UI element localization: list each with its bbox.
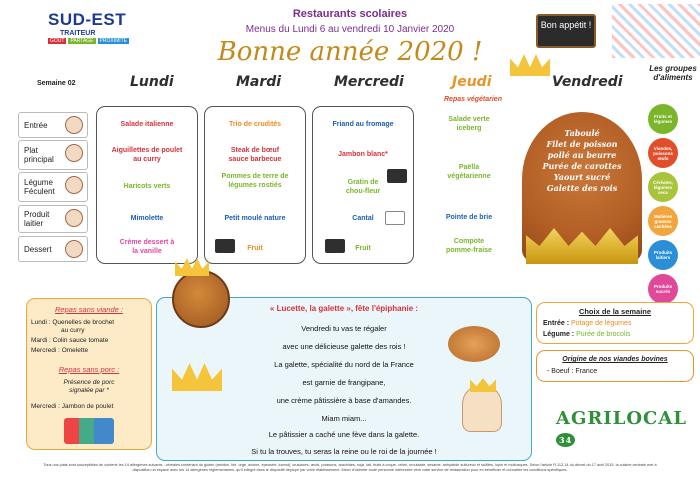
day-box-lundi (96, 106, 198, 264)
sans-porc-line: Mercredi : Jambon de poulet (31, 403, 114, 410)
sans-viande-line: au curry (61, 327, 85, 334)
chef-icon (65, 209, 83, 227)
logo-tag: PROXIMITE (99, 38, 128, 44)
category-label: Plat principal (24, 146, 54, 164)
dish-dessert: Compote pomme-fraise (446, 238, 492, 254)
group-matieres-grasses (648, 206, 678, 236)
week-label: Semaine 02 (37, 80, 76, 87)
chef-icon (65, 176, 83, 194)
group-fruits-legumes (648, 104, 678, 134)
category-legume (18, 172, 88, 202)
dish-plat: Aiguillettes de poulet au curry (111, 147, 183, 163)
aoc-badge (385, 211, 405, 225)
sans-porc-line: signalée par * (69, 387, 109, 394)
category-dessert (18, 236, 88, 262)
local-product-badge (215, 239, 235, 253)
agrilocal-text: AGRILOCAL (556, 408, 688, 429)
dish-entree: Trio de crudités (228, 121, 282, 128)
group-label: Viandes, poissons œufs (653, 145, 673, 161)
lucette-line: avec une délicieuse galette des rois ! (282, 342, 406, 351)
lucette-mascot (172, 270, 230, 328)
group-laitiers (648, 240, 678, 270)
dish-plat: Steak de bœuf sauce barbecue (228, 147, 282, 163)
lucette-line: est garnie de frangipane, (302, 378, 386, 387)
dish-entree: Salade italienne (120, 121, 174, 128)
dish-entree: Friand au fromage (332, 121, 394, 128)
lucette-title: « Lucette, la galette », fête l'épiphanie : (269, 304, 419, 313)
sans-viande-line: Mercredi : Omelette (31, 347, 89, 354)
choix-legume: Purée de brocolis (576, 331, 631, 338)
dish-dessert: Galette des rois (546, 183, 618, 193)
choix-legume-label: Légume : (543, 331, 575, 338)
gifts-image (64, 418, 114, 444)
sans-porc-title: Repas sans porc : (58, 365, 120, 374)
groups-title: Les groupes d'aliments (649, 64, 697, 82)
vegetarian-note: Repas végétarien (444, 96, 502, 103)
dish-plat: Paëlla végétarienne (447, 164, 491, 180)
local-product-badge (387, 169, 407, 183)
sans-viande-line: Mardi : Colin sauce tomate (31, 337, 109, 344)
day-box-jeudi (418, 106, 520, 264)
dish-legume: Pommes de terre de légumes rostiés (221, 173, 289, 189)
dish-legume: Haricots verts (123, 183, 171, 190)
category-label: Légume Féculent (24, 178, 55, 196)
local-product-badge (325, 239, 345, 253)
logo-tag: GOUT (50, 38, 65, 44)
dish-entree: Taboulé (564, 128, 600, 138)
dish-laitier: Mimolette (130, 215, 164, 222)
lucette-line: La galette, spécialité du nord de la France (274, 360, 414, 369)
dish-legume: Purée de carottes (542, 161, 622, 171)
chef-icon (65, 116, 83, 134)
day-mercredi: Mercredi (334, 74, 404, 90)
galette-plate-image (448, 326, 500, 362)
lucette-line: une crème pâtissière à base d'amandes. (276, 396, 412, 405)
greeting-title: Bonne année 2020 ! (217, 37, 483, 67)
day-mardi: Mardi (236, 74, 282, 90)
day-box-mardi (204, 106, 306, 264)
dish-legume: Gratin de chou-fleur (345, 179, 381, 195)
day-jeudi: Jeudi (452, 74, 492, 90)
king-child-image (462, 386, 502, 432)
page-title: Restaurants scolaires (292, 8, 408, 20)
dish-dessert: Fruit (355, 245, 371, 252)
day-lundi: Lundi (130, 74, 174, 90)
origine-line: - Boeuf : France (547, 368, 598, 375)
category-plat (18, 140, 88, 170)
group-label: Matières grasses cachées (653, 213, 673, 229)
logo-name: SUD-EST (48, 10, 127, 29)
dish-dessert: Fruit (247, 245, 263, 252)
chalkboard-sign (536, 14, 596, 48)
chef-icon (65, 144, 83, 162)
category-label: Entrée (24, 120, 48, 130)
dish-laitier: Cantal (352, 215, 374, 222)
choix-entree: Potage de légumes (571, 320, 632, 327)
group-label: Céréales, légumes secs (652, 179, 673, 195)
menu-dates: Menus du Lundi 6 au vendredi 10 Janvier 2020 (245, 24, 455, 35)
sans-porc-line: Présence de porc (63, 379, 115, 386)
dish-laitier: Pointe de brie (445, 214, 493, 221)
choix-panel (536, 302, 694, 344)
allergen-footer: Tous nos plats sont susceptibles de contenir les 14 allergènes suivants : céréales contenant du gluten (amidon, blé, orge, avoine, épeautre, kamut), crustacés, œufs, poissons, arachides, soja, lait, fruits à coque, céleri, moutarde, sésame, anhydride sulfureux et sulfites, lupin et mollusques. Selon l'article R.112-14 du décret du 17 avril 2015, la cuisine centrale met à disposition un espace avec les 14 allergènes réglementaires, qu'il intègre dans le dispositif déployé par votre établissement. Merci d'orienter toute personne intéressée vers votre service de restauration pour en bénéficier et connaître les conditions spécifiques. (43, 463, 657, 472)
day-box-mercredi (312, 106, 414, 264)
sans-viande-title: Repas sans viande : (55, 305, 123, 314)
dish-plat-suite: pollé au beurre (547, 150, 617, 160)
logo-tag: PARTAGE (70, 38, 94, 44)
sans-viande-line: Lundi : Quenelles de brochet (31, 319, 115, 326)
lucette-line: Si tu la trouves, tu seras la reine ou le roi de la journée ! (251, 447, 437, 456)
dish-plat: Jambon blanc* (338, 151, 388, 158)
agrilocal-number: 34 (556, 433, 575, 447)
day-vendredi: Vendredi (552, 74, 623, 90)
origine-title: Origine de nos viandes bovines (562, 356, 668, 363)
lucette-line: Vendredi tu vas te régaler (301, 324, 387, 333)
group-label: Fruits et légumes (653, 114, 673, 124)
category-label: Produit laitier (24, 210, 50, 228)
group-sucres (648, 274, 678, 304)
logo-sub: TRAITEUR (60, 30, 96, 37)
dish-dessert: Crème dessert à la vanille (119, 239, 175, 255)
choix-title: Choix de la semaine (578, 307, 652, 316)
lucette-line: Miam miam... (321, 414, 367, 423)
group-label: Produits sucrés (653, 284, 673, 294)
group-cereales (648, 172, 678, 202)
lucette-line: Le pâtissier a caché une fève dans la galette. (268, 430, 420, 439)
category-laitier (18, 205, 88, 233)
dish-laitier: Yaourt sucré (553, 172, 611, 182)
chalkboard-text: Bon appétit ! (540, 20, 592, 30)
chef-icon (65, 240, 83, 258)
dish-plat: Filet de poisson (546, 139, 618, 149)
group-viandes (648, 138, 678, 168)
vendredi-menu (525, 128, 639, 194)
category-label: Dessert (24, 244, 52, 254)
category-entree (18, 112, 88, 138)
origine-panel (536, 350, 694, 382)
group-label: Produits laitiers (653, 250, 673, 260)
dish-entree: Salade verte iceberg (448, 116, 490, 132)
choix-entree-label: Entrée : (543, 320, 570, 327)
agrilocal-logo (556, 408, 688, 445)
dish-laitier: Petit moulé nature (224, 215, 286, 222)
